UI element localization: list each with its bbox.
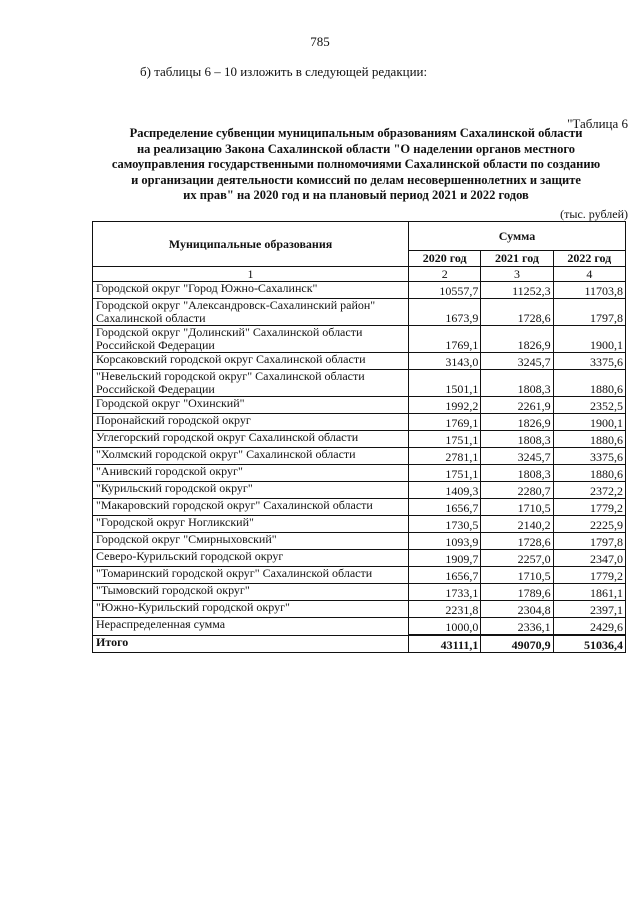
header-municipality: Муниципальные образования <box>93 222 409 267</box>
amount-cell: 2397,1 <box>553 601 625 618</box>
amount-cell: 1728,6 <box>481 299 553 326</box>
municipality-name: "Городской округ Ногликский" <box>93 516 409 533</box>
table-row <box>93 282 626 299</box>
amount-cell: 1656,7 <box>409 567 481 584</box>
amount-cell: 3375,6 <box>553 353 625 370</box>
amount-cell: 2140,2 <box>481 516 553 533</box>
table-row <box>93 584 626 601</box>
amount-cell: 2231,8 <box>409 601 481 618</box>
header-year-2022: 2022 год <box>553 251 625 267</box>
amount-cell: 2280,7 <box>481 482 553 499</box>
intro-text: б) таблицы 6 – 10 изложить в следующей редакции: <box>140 64 428 79</box>
municipality-name: "Курильский городской округ" <box>93 482 409 499</box>
subsidy-table <box>92 221 626 653</box>
amount-cell: 1797,8 <box>553 533 625 550</box>
page-number: 785 <box>310 34 330 49</box>
amount-cell: 1861,1 <box>553 584 625 601</box>
table-row <box>93 601 626 618</box>
amount-cell: 2429,6 <box>553 618 625 636</box>
amount-cell: 1992,2 <box>409 397 481 414</box>
header-year-2020: 2020 год <box>409 251 481 267</box>
municipality-name: Городской округ "Охинский" <box>93 397 409 414</box>
amount-cell: 3375,6 <box>553 448 625 465</box>
table-row <box>93 397 626 414</box>
total-amount: 51036,4 <box>553 635 625 653</box>
amount-cell: 2304,8 <box>481 601 553 618</box>
amount-cell: 1733,1 <box>409 584 481 601</box>
amount-cell: 1900,1 <box>553 326 625 353</box>
amount-cell: 1000,0 <box>409 618 481 636</box>
amount-cell: 2225,9 <box>553 516 625 533</box>
amount-cell: 1409,3 <box>409 482 481 499</box>
municipality-name: Нераспределенная сумма <box>93 618 409 636</box>
amount-cell: 1656,7 <box>409 499 481 516</box>
municipality-name: Городской округ "Александровск-Сахалинский район" Сахалинской области <box>93 299 409 326</box>
amount-cell: 2352,5 <box>553 397 625 414</box>
municipality-name: "Тымовский городской округ" <box>93 584 409 601</box>
table-row <box>93 499 626 516</box>
amount-cell: 1789,6 <box>481 584 553 601</box>
amount-cell: 1501,1 <box>409 370 481 397</box>
municipality-name: "Макаровский городской округ" Сахалинской области <box>93 499 409 516</box>
header-year-2021: 2021 год <box>481 251 553 267</box>
amount-cell: 2347,0 <box>553 550 625 567</box>
column-number: 1 <box>93 267 409 282</box>
amount-cell: 1728,6 <box>481 533 553 550</box>
municipality-name: Углегорский городской округ Сахалинской области <box>93 431 409 448</box>
amount-cell: 3245,7 <box>481 448 553 465</box>
total-label: Итого <box>93 635 409 653</box>
amount-cell: 1779,2 <box>553 567 625 584</box>
column-number: 2 <box>409 267 481 282</box>
municipality-name: "Южно-Курильский городской округ" <box>93 601 409 618</box>
municipality-name: Городской округ "Город Южно-Сахалинск" <box>93 282 409 299</box>
municipality-name: "Анивский городской округ" <box>93 465 409 482</box>
units-label: (тыс. рублей) <box>560 207 628 221</box>
amount-cell: 1710,5 <box>481 499 553 516</box>
amount-cell: 1880,6 <box>553 465 625 482</box>
table-row <box>93 618 626 636</box>
amount-cell: 1769,1 <box>409 414 481 431</box>
municipality-name: "Невельский городской округ" Сахалинской области Российской Федерации <box>93 370 409 397</box>
amount-cell: 2372,2 <box>553 482 625 499</box>
amount-cell: 10557,7 <box>409 282 481 299</box>
table-row <box>93 431 626 448</box>
amount-cell: 11703,8 <box>553 282 625 299</box>
amount-cell: 2257,0 <box>481 550 553 567</box>
amount-cell: 1779,2 <box>553 499 625 516</box>
amount-cell: 1808,3 <box>481 370 553 397</box>
municipality-name: Городской округ "Смирныховский" <box>93 533 409 550</box>
amount-cell: 3143,0 <box>409 353 481 370</box>
table-row <box>93 550 626 567</box>
municipality-name: Городской округ "Долинский" Сахалинской области Российской Федерации <box>93 326 409 353</box>
municipality-name: "Холмский городской округ" Сахалинской области <box>93 448 409 465</box>
municipality-name: Поронайский городской округ <box>93 414 409 431</box>
amount-cell: 1751,1 <box>409 431 481 448</box>
amount-cell: 1730,5 <box>409 516 481 533</box>
header-sum: Сумма <box>409 222 626 251</box>
total-amount: 43111,1 <box>409 635 481 653</box>
municipality-name: "Томаринский городской округ" Сахалинской области <box>93 567 409 584</box>
title-line: на реализацию Закона Сахалинской области "О наделении органов местного <box>136 141 575 156</box>
amount-cell: 1808,3 <box>481 465 553 482</box>
table-row <box>93 516 626 533</box>
amount-cell: 1673,9 <box>409 299 481 326</box>
total-amount: 49070,9 <box>481 635 553 653</box>
table-row <box>93 448 626 465</box>
table-row <box>93 414 626 431</box>
table-row <box>93 370 626 397</box>
table-row <box>93 299 626 326</box>
amount-cell: 1710,5 <box>481 567 553 584</box>
amount-cell: 1797,8 <box>553 299 625 326</box>
amount-cell: 1093,9 <box>409 533 481 550</box>
table-row <box>93 465 626 482</box>
amount-cell: 1769,1 <box>409 326 481 353</box>
column-number: 3 <box>481 267 553 282</box>
amount-cell: 1900,1 <box>553 414 625 431</box>
title-line: Распределение субвенции муниципальным образованиям Сахалинской области <box>129 126 583 140</box>
table-title <box>96 126 616 204</box>
municipality-name: Северо-Курильский городской округ <box>93 550 409 567</box>
amount-cell: 1826,9 <box>481 326 553 353</box>
table-row <box>93 326 626 353</box>
amount-cell: 1826,9 <box>481 414 553 431</box>
title-line: самоуправления государственными полномочиями Сахалинской области по созданию <box>111 157 601 171</box>
amount-cell: 1808,3 <box>481 431 553 448</box>
column-number: 4 <box>553 267 625 282</box>
table-body <box>93 282 626 653</box>
title-line: их прав" на 2020 год и на плановый период 2021 и 2022 годов <box>183 188 529 202</box>
table-row <box>93 533 626 550</box>
table-row <box>93 567 626 584</box>
amount-cell: 1751,1 <box>409 465 481 482</box>
table-row <box>93 353 626 370</box>
title-line: и организации деятельности комиссий по делам несовершеннолетних и защите <box>131 172 581 187</box>
amount-cell: 3245,7 <box>481 353 553 370</box>
amount-cell: 1880,6 <box>553 431 625 448</box>
amount-cell: 1880,6 <box>553 370 625 397</box>
table-label: "Таблица 6 <box>567 116 628 131</box>
municipality-name: Корсаковский городской округ Сахалинской области <box>93 353 409 370</box>
total-row <box>93 635 626 653</box>
amount-cell: 11252,3 <box>481 282 553 299</box>
table-row <box>93 482 626 499</box>
amount-cell: 2336,1 <box>481 618 553 636</box>
amount-cell: 2261,9 <box>481 397 553 414</box>
amount-cell: 2781,1 <box>409 448 481 465</box>
amount-cell: 1909,7 <box>409 550 481 567</box>
